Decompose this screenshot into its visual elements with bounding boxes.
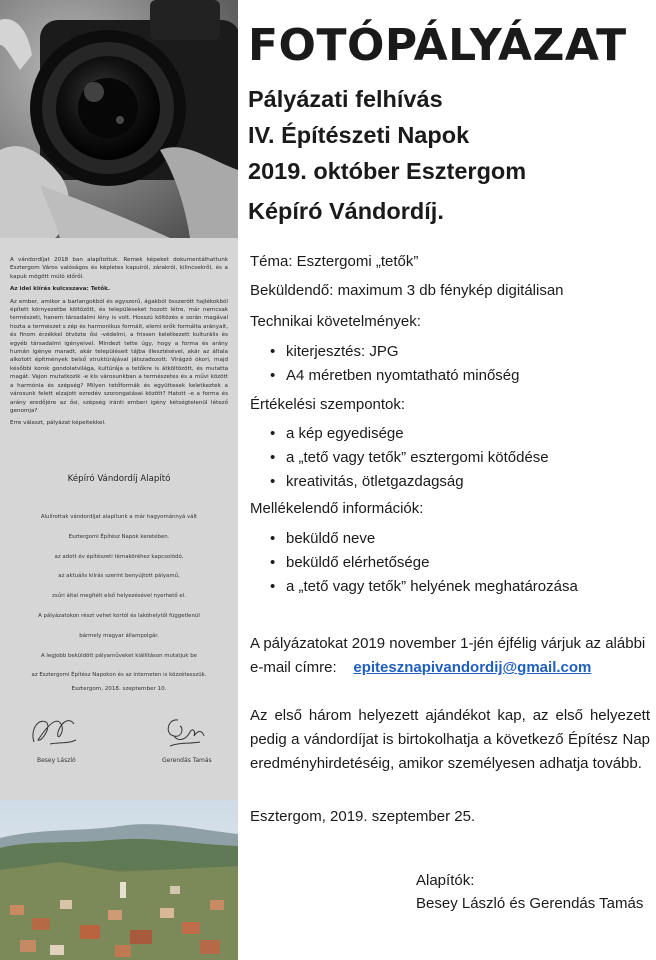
left-column [0,0,238,960]
attachments-heading: Mellékelendő információk: [250,500,424,517]
signature-right-icon [160,712,208,752]
deadline-line: A pályázatokat 2019 november 1-jén éjfélig várjuk az alábbi [250,635,646,652]
city-panorama-illustration [0,800,238,960]
founders-document-body [0,514,238,692]
founders-line: bármely magyar állampolgár. [79,632,159,639]
prize-line: Az első három helyezett ajándékot kap, az első helyezett [250,707,650,724]
signer-right-name: Gerendás Tamás [162,757,212,764]
prize-line: eredményhirdetéséig, amikor személyesen adhatja tovább. [250,755,642,772]
intro-paragraph-1: A vándordíjat 2018 ban alapítottuk. Remek képeket dokumentálhattunk Esztergom Város valóságos és képletes kapuiról, zárakról, kilincsekről, és a kapuk mögött múló időről. [10,257,228,280]
subtitle-call: Pályázati felhívás [248,86,443,112]
list-item: • a „tető vagy tetők” helyének meghatározása [270,578,578,602]
attachments-list [270,530,578,602]
founders-line: A legjobb beküldött pályaműveket kiállításon mutatjuk be [41,652,197,659]
evaluation-heading: Értékelési szempontok: [250,396,406,413]
list-item: • a „tető vagy tetők” esztergomi kötődése [270,449,549,473]
intro-paragraph-3: Az ember, amikor a barlangokból és egyszerű, ágakból összerótt hajlékokból épített környezetbe költözött, és településeket hozott létre, már nemcsak természeti, hanem társadalmi lény is volt. Hosszú költözés e során magával hozta a természet s zép és harmonikus formáit, elemi erők formálta arányait, és finom érzékkel ötvözte ősi -védelmi, a frissen keletkezett kulturális és egyéb társadalmi igényeivel. Mindezt tette úgy, hogy a forma és arány humán igénye maradt, akár településeit tájba illesztésével, akár az általa alkotott építmények belső struktúrájával játszadozott. Virágzó ókori, majd későbbi korok gondolatvilága, kultúrája a tetőkre is átköltözött, és mutatta magát. Vajon mutatkozik -e kis városunkban a természetes és a művi között a harmónia és szépség? Milyen tetőformák és együttesek keletkeztek a városunk felett elzajott ezredév szorongatásai között? Hatott -e a forma és arány eredőjére az ősi, szépség iránti emberi igény kétségtelenül létező genomja? [10,298,228,414]
intro-text [10,256,228,432]
list-item: • kreativitás, ötletgazdagság [270,473,549,497]
place-date: Esztergom, 2019. szeptember 25. [250,808,476,825]
founders-document-date: Esztergom, 2018. szeptember 10. [71,686,167,692]
submission-text: Beküldendő: maximum 3 db fénykép digitálisan [250,282,564,299]
email-label: e-mail címre: [250,659,337,676]
subtitle-date-place: 2019. október Esztergom [248,158,527,184]
subtitle-award: Képíró Vándordíj. [248,198,444,224]
evaluation-list [270,425,549,497]
list-item: • beküldő elérhetősége [270,554,578,578]
intro-keyword: Az idei kiírás kulcsszava: Tetők. [10,286,110,293]
founders-line: az Esztergomi Építész Napokon és az interneten is közzétesszük. [31,672,207,679]
deadline-email-line [250,656,650,680]
city-panorama-photo [0,800,238,960]
list-item: • A4 méretben nyomtatható minőség [270,367,519,391]
camera-photo-illustration [0,0,238,238]
founders-document-title: Képíró Vándordíj Alapító [67,474,171,484]
deadline-paragraph [250,632,650,680]
founders-line: Alulírottak vándordíjat alapítunk a már hagyománnyá vált [40,514,198,520]
founders-line: az aktuális kiírás szerint benyújtott pályamű, [58,573,180,580]
technical-heading: Technikai követelmények: [250,313,421,330]
founders-names: Besey László és Gerendás Tamás [416,895,644,912]
founders-line: A pályázatokon részt vehet kortól és lakóhelytől függetlenül [38,612,200,619]
founders-line: zsűri által megítélt első helyezésével nyerhető el. [52,593,186,600]
technical-list [270,343,519,391]
prize-paragraph [250,704,650,776]
founders-line: az adott év építészeti témaköréhez kapcsolódó, [54,553,184,560]
prize-line: pedig a vándordíjat is birtokolhatja a következő Építész Nap [250,731,650,748]
email-link[interactable]: epitesznapivandordij@gmail.com [353,659,592,676]
founders-line: Esztergomi Építész Napok keretében. [68,533,170,540]
list-item: • a kép egyedisége [270,425,549,449]
subtitle-event: IV. Építészeti Napok [248,122,470,148]
list-item: • beküldő neve [270,530,578,554]
intro-paragraph-4: Erre választ, pályázat képeitekkel. [10,420,106,427]
signature-left-icon [28,712,80,752]
signer-left-name: Besey László [37,757,76,764]
poster-title: FOTÓPÁLYÁZAT [248,20,627,71]
founders-label: Alapítók: [416,872,475,889]
theme-text: Téma: Esztergomi „tetők” [250,253,419,270]
list-item: • kiterjesztés: JPG [270,343,519,367]
camera-photo [0,0,238,238]
